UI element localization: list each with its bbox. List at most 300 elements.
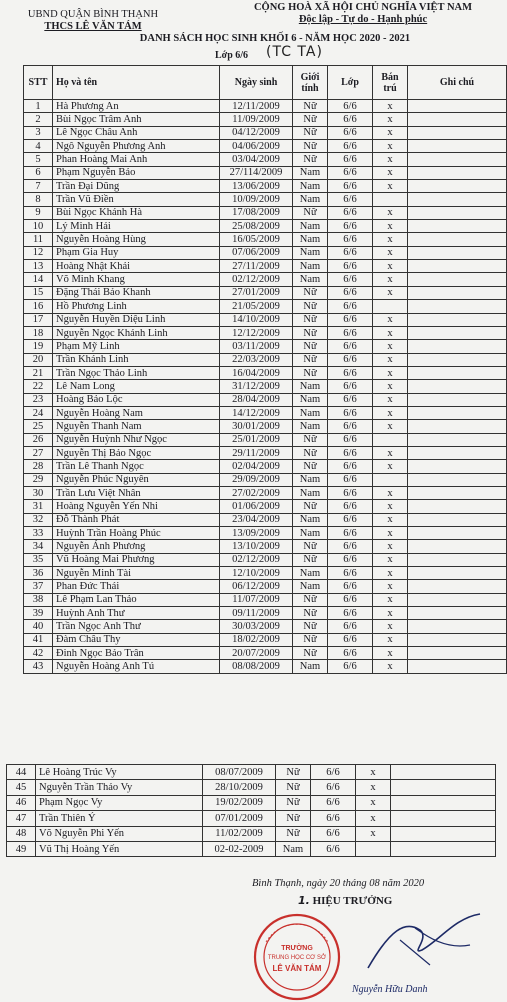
note <box>408 540 507 553</box>
class: 6/6 <box>328 220 373 233</box>
role-prefix: 1. <box>298 894 310 907</box>
date-of-birth: 06/12/2009 <box>220 580 293 593</box>
student-row <box>24 380 507 393</box>
bantru-mark: x <box>373 233 408 246</box>
row-number: 3 <box>24 126 53 139</box>
student-name: Huỳnh Trần Hoàng Phúc <box>53 527 220 540</box>
gender: Nữ <box>293 326 328 339</box>
student-name: Trần Vũ Điền <box>53 193 220 206</box>
student-name: Đặng Thái Bảo Khanh <box>53 286 220 299</box>
bantru-mark: x <box>373 286 408 299</box>
student-row <box>24 166 507 179</box>
gender: Nam <box>293 260 328 273</box>
student-name: Nguyễn Hoàng Nam <box>53 406 220 419</box>
col-header-name: Họ và tên <box>53 66 220 100</box>
class: 6/6 <box>328 206 373 219</box>
student-row <box>24 567 507 580</box>
bantru-mark: x <box>373 580 408 593</box>
student-row <box>24 633 507 646</box>
gender: Nữ <box>293 633 328 646</box>
student-name: Lê Ngọc Châu Anh <box>53 126 220 139</box>
class: 6/6 <box>328 366 373 379</box>
student-row <box>24 500 507 513</box>
date-of-birth: 02-02-2009 <box>203 841 276 856</box>
student-row <box>24 527 507 540</box>
row-number: 49 <box>7 841 36 856</box>
student-name: Huỳnh Anh Thư <box>53 607 220 620</box>
place-date: Bình Thạnh, ngày 20 tháng 08 năm 2020 <box>252 878 425 889</box>
bantru-mark: x <box>373 326 408 339</box>
col-header-stt: STT <box>24 66 53 100</box>
note <box>408 353 507 366</box>
row-number: 38 <box>24 593 53 606</box>
bantru-mark: x <box>373 340 408 353</box>
class: 6/6 <box>328 500 373 513</box>
col-header-sex: Giới tính <box>293 66 328 100</box>
student-row <box>24 473 507 486</box>
date-of-birth: 03/04/2009 <box>220 153 293 166</box>
date-of-birth: 12/10/2009 <box>220 567 293 580</box>
student-row <box>7 795 496 810</box>
student-row <box>24 313 507 326</box>
student-name: Võ Nguyễn Phi Yến <box>36 826 203 841</box>
row-number: 34 <box>24 540 53 553</box>
bantru-mark: x <box>373 446 408 459</box>
row-number: 28 <box>24 460 53 473</box>
date-of-birth: 12/12/2009 <box>220 326 293 339</box>
date-of-birth: 25/01/2009 <box>220 433 293 446</box>
school-name: THCS LÊ VĂN TÁM <box>44 21 142 32</box>
bantru-mark: x <box>373 500 408 513</box>
bantru-mark: x <box>373 380 408 393</box>
student-name: Trần Khánh Linh <box>53 353 220 366</box>
gender: Nữ <box>293 300 328 313</box>
date-of-birth: 27/02/2009 <box>220 486 293 499</box>
student-row <box>24 366 507 379</box>
student-row <box>24 513 507 526</box>
student-row <box>24 620 507 633</box>
student-row <box>24 393 507 406</box>
col-header-dob: Ngày sinh <box>220 66 293 100</box>
note <box>408 406 507 419</box>
student-name: Vũ Thị Hoàng Yến <box>36 841 203 856</box>
bantru-mark: x <box>373 593 408 606</box>
note <box>408 113 507 126</box>
class: 6/6 <box>328 166 373 179</box>
gender: Nam <box>293 180 328 193</box>
class: 6/6 <box>328 313 373 326</box>
gender: Nam <box>276 841 311 856</box>
student-name: Lê Phạm Lan Thảo <box>53 593 220 606</box>
date-of-birth: 28/04/2009 <box>220 393 293 406</box>
gender: Nam <box>293 580 328 593</box>
class: 6/6 <box>328 580 373 593</box>
date-of-birth: 21/05/2009 <box>220 300 293 313</box>
date-of-birth: 13/09/2009 <box>220 527 293 540</box>
row-number: 19 <box>24 340 53 353</box>
bantru-mark: x <box>373 260 408 273</box>
row-number: 24 <box>24 406 53 419</box>
student-row <box>24 340 507 353</box>
student-row <box>24 126 507 139</box>
row-number: 30 <box>24 486 53 499</box>
date-of-birth: 29/09/2009 <box>220 473 293 486</box>
date-of-birth: 07/06/2009 <box>220 246 293 259</box>
date-of-birth: 17/08/2009 <box>220 206 293 219</box>
bantru-mark: x <box>373 220 408 233</box>
student-name: Hoàng Bảo Lộc <box>53 393 220 406</box>
class: 6/6 <box>328 286 373 299</box>
note <box>391 795 496 810</box>
class: 6/6 <box>328 513 373 526</box>
student-name: Vũ Hoàng Mai Phương <box>53 553 220 566</box>
student-row <box>24 647 507 660</box>
bantru-mark: x <box>373 206 408 219</box>
class: 6/6 <box>328 567 373 580</box>
student-row <box>24 460 507 473</box>
bantru-mark: x <box>373 353 408 366</box>
row-number: 2 <box>24 113 53 126</box>
gender: Nam <box>293 246 328 259</box>
student-row <box>24 220 507 233</box>
student-rows-continued <box>7 765 496 857</box>
col-header-note: Ghi chú <box>408 66 507 100</box>
bantru-mark: x <box>373 313 408 326</box>
gender: Nữ <box>293 140 328 153</box>
gender: Nữ <box>293 153 328 166</box>
bantru-mark: x <box>356 795 391 810</box>
col-header-bantru: Bán trú <box>373 66 408 100</box>
student-name: Ngô Nguyễn Phương Anh <box>53 140 220 153</box>
note <box>391 826 496 841</box>
note <box>408 527 507 540</box>
header-left <box>18 9 168 33</box>
student-name: Phạm Ngọc Vy <box>36 795 203 810</box>
student-name: Phan Đức Thái <box>53 580 220 593</box>
student-row <box>24 540 507 553</box>
class: 6/6 <box>328 193 373 206</box>
bantru-mark: x <box>373 540 408 553</box>
bantru-mark <box>356 841 391 856</box>
class: 6/6 <box>328 246 373 259</box>
gender: Nữ <box>293 286 328 299</box>
student-name: Nguyễn Hoàng Anh Tú <box>53 660 220 673</box>
student-row <box>24 260 507 273</box>
student-row <box>7 811 496 826</box>
student-row <box>24 593 507 606</box>
motto: Độc lập - Tự do - Hạnh phúc <box>298 14 428 25</box>
student-name: Nguyễn Huỳnh Như Ngọc <box>53 433 220 446</box>
date-of-birth: 13/10/2009 <box>220 540 293 553</box>
class: 6/6 <box>328 406 373 419</box>
bantru-mark: x <box>373 246 408 259</box>
student-name: Hoàng Nhật Khải <box>53 260 220 273</box>
row-number: 36 <box>24 567 53 580</box>
gender: Nữ <box>293 500 328 513</box>
date-of-birth: 04/06/2009 <box>220 140 293 153</box>
note <box>408 633 507 646</box>
date-of-birth: 16/04/2009 <box>220 366 293 379</box>
bantru-mark: x <box>373 166 408 179</box>
gender: Nam <box>293 193 328 206</box>
row-number: 32 <box>24 513 53 526</box>
student-name: Trần Lê Thanh Ngọc <box>53 460 220 473</box>
note <box>408 660 507 673</box>
note <box>408 433 507 446</box>
header-right <box>218 2 507 26</box>
student-row <box>7 780 496 795</box>
note <box>408 180 507 193</box>
bantru-mark: x <box>373 567 408 580</box>
row-number: 29 <box>24 473 53 486</box>
gender: Nam <box>293 527 328 540</box>
bantru-mark: x <box>373 420 408 433</box>
class: 6/6 <box>328 420 373 433</box>
note <box>408 140 507 153</box>
student-row <box>24 100 507 113</box>
row-number: 45 <box>7 780 36 795</box>
class-label: Lớp 6/6 <box>215 50 249 61</box>
class: 6/6 <box>328 393 373 406</box>
bantru-mark: x <box>373 607 408 620</box>
student-name: Trần Ngọc Anh Thư <box>53 620 220 633</box>
bantru-mark: x <box>356 765 391 780</box>
row-number: 39 <box>24 607 53 620</box>
note <box>408 166 507 179</box>
row-number: 33 <box>24 527 53 540</box>
student-row <box>24 246 507 259</box>
gender: Nữ <box>293 340 328 353</box>
student-name: Phan Hoàng Mai Anh <box>53 153 220 166</box>
gender: Nữ <box>293 366 328 379</box>
student-row <box>24 326 507 339</box>
row-number: 27 <box>24 446 53 459</box>
school-stamp <box>252 912 342 1002</box>
date-of-birth: 11/07/2009 <box>220 593 293 606</box>
bantru-mark: x <box>373 126 408 139</box>
student-row <box>7 841 496 856</box>
gender: Nữ <box>293 593 328 606</box>
bantru-mark <box>373 433 408 446</box>
student-name: Đỗ Thành Phát <box>53 513 220 526</box>
row-number: 9 <box>24 206 53 219</box>
row-number: 25 <box>24 420 53 433</box>
row-number: 22 <box>24 380 53 393</box>
class: 6/6 <box>328 473 373 486</box>
student-name: Nguyễn Ngọc Khánh Linh <box>53 326 220 339</box>
date-of-birth: 30/01/2009 <box>220 420 293 433</box>
date-of-birth: 01/06/2009 <box>220 500 293 513</box>
note <box>391 841 496 856</box>
student-name: Trần Thiên Ý <box>36 811 203 826</box>
row-number: 41 <box>24 633 53 646</box>
student-row <box>24 153 507 166</box>
note <box>391 780 496 795</box>
student-name: Hà Phương An <box>53 100 220 113</box>
row-number: 46 <box>7 795 36 810</box>
gender: Nữ <box>293 433 328 446</box>
note <box>408 446 507 459</box>
row-number: 7 <box>24 180 53 193</box>
student-rows <box>24 100 507 674</box>
date-of-birth: 09/11/2009 <box>220 607 293 620</box>
date-of-birth: 12/11/2009 <box>220 100 293 113</box>
gender: Nữ <box>276 826 311 841</box>
class: 6/6 <box>328 340 373 353</box>
bantru-mark: x <box>373 513 408 526</box>
class: 6/6 <box>328 486 373 499</box>
student-name: Nguyễn Ánh Phương <box>53 540 220 553</box>
note <box>408 246 507 259</box>
row-number: 35 <box>24 553 53 566</box>
gender: Nữ <box>293 313 328 326</box>
class: 6/6 <box>311 795 356 810</box>
note <box>408 286 507 299</box>
note <box>408 513 507 526</box>
class: 6/6 <box>328 593 373 606</box>
gender: Nữ <box>276 795 311 810</box>
student-name: Nguyễn Huyền Diệu Linh <box>53 313 220 326</box>
class: 6/6 <box>328 100 373 113</box>
date-of-birth: 02/12/2009 <box>220 553 293 566</box>
bantru-mark: x <box>373 406 408 419</box>
row-number: 16 <box>24 300 53 313</box>
student-name: Hồ Phương Linh <box>53 300 220 313</box>
bantru-mark: x <box>373 100 408 113</box>
student-name: Phạm Nguyễn Bảo <box>53 166 220 179</box>
gender: Nam <box>293 220 328 233</box>
row-number: 43 <box>24 660 53 673</box>
student-row <box>24 580 507 593</box>
gender: Nữ <box>276 765 311 780</box>
note <box>408 260 507 273</box>
class: 6/6 <box>328 540 373 553</box>
note <box>408 366 507 379</box>
class: 6/6 <box>328 233 373 246</box>
bantru-mark: x <box>373 633 408 646</box>
row-number: 12 <box>24 246 53 259</box>
note <box>391 765 496 780</box>
student-row <box>24 353 507 366</box>
class: 6/6 <box>328 273 373 286</box>
class-note-handwritten: (TC TA) <box>266 44 323 60</box>
gender: Nam <box>293 166 328 179</box>
date-of-birth: 18/02/2009 <box>220 633 293 646</box>
date-of-birth: 13/06/2009 <box>220 180 293 193</box>
date-of-birth: 03/11/2009 <box>220 340 293 353</box>
gender: Nữ <box>293 460 328 473</box>
country-name: CỘNG HOÀ XÃ HỘI CHỦ NGHĨA VIỆT NAM <box>253 2 473 13</box>
gender: Nam <box>293 273 328 286</box>
student-row <box>24 233 507 246</box>
class: 6/6 <box>328 446 373 459</box>
note <box>408 473 507 486</box>
row-number: 48 <box>7 826 36 841</box>
student-name: Bùi Ngọc Trâm Anh <box>53 113 220 126</box>
gender: Nam <box>293 393 328 406</box>
student-table-continued <box>6 764 496 857</box>
student-name: Nguyễn Hoàng Hùng <box>53 233 220 246</box>
student-name: Lý Minh Hải <box>53 220 220 233</box>
gender: Nam <box>293 473 328 486</box>
student-row <box>24 206 507 219</box>
gender: Nam <box>293 486 328 499</box>
bantru-mark <box>373 300 408 313</box>
row-number: 4 <box>24 140 53 153</box>
student-name: Nguyễn Minh Tài <box>53 567 220 580</box>
signer-role <box>298 894 392 907</box>
date-of-birth: 16/05/2009 <box>220 233 293 246</box>
class: 6/6 <box>328 300 373 313</box>
student-name: Phạm Gia Huy <box>53 246 220 259</box>
gender: Nam <box>293 233 328 246</box>
note <box>408 593 507 606</box>
student-row <box>24 660 507 673</box>
row-number: 8 <box>24 193 53 206</box>
class: 6/6 <box>328 380 373 393</box>
class: 6/6 <box>328 153 373 166</box>
date-of-birth: 02/04/2009 <box>220 460 293 473</box>
student-name: Nguyễn Phúc Nguyên <box>53 473 220 486</box>
row-number: 11 <box>24 233 53 246</box>
student-name: Đàm Châu Thy <box>53 633 220 646</box>
svg-text:TRƯỜNG: TRƯỜNG <box>281 945 313 952</box>
class: 6/6 <box>328 460 373 473</box>
student-row <box>24 273 507 286</box>
bantru-mark: x <box>373 647 408 660</box>
gender: Nữ <box>293 620 328 633</box>
note <box>408 300 507 313</box>
student-row <box>24 180 507 193</box>
student-name: Lê Nam Long <box>53 380 220 393</box>
bantru-mark: x <box>373 273 408 286</box>
note <box>408 486 507 499</box>
note <box>391 811 496 826</box>
note <box>408 340 507 353</box>
row-number: 14 <box>24 273 53 286</box>
role-title: HIỆU TRƯỞNG <box>312 895 393 907</box>
date-of-birth: 10/09/2009 <box>220 193 293 206</box>
note <box>408 100 507 113</box>
class: 6/6 <box>328 326 373 339</box>
student-name: Hoàng Nguyễn Yến Nhi <box>53 500 220 513</box>
date-of-birth: 27/11/2009 <box>220 260 293 273</box>
gender: Nam <box>293 380 328 393</box>
student-row <box>24 607 507 620</box>
gender: Nam <box>293 420 328 433</box>
date-of-birth: 08/08/2009 <box>220 660 293 673</box>
student-name: Phạm Mỹ Linh <box>53 340 220 353</box>
class: 6/6 <box>311 811 356 826</box>
date-of-birth: 23/04/2009 <box>220 513 293 526</box>
class: 6/6 <box>311 826 356 841</box>
row-number: 18 <box>24 326 53 339</box>
date-of-birth: 04/12/2009 <box>220 126 293 139</box>
class: 6/6 <box>328 647 373 660</box>
note <box>408 620 507 633</box>
note <box>408 220 507 233</box>
gender: Nữ <box>293 540 328 553</box>
date-of-birth: 11/02/2009 <box>203 826 276 841</box>
date-of-birth: 31/12/2009 <box>220 380 293 393</box>
student-name: Đinh Ngọc Bảo Trân <box>53 647 220 660</box>
row-number: 17 <box>24 313 53 326</box>
student-name: Nguyễn Thị Bảo Ngọc <box>53 446 220 459</box>
date-of-birth: 27/01/2009 <box>220 286 293 299</box>
student-table <box>23 65 507 674</box>
row-number: 42 <box>24 647 53 660</box>
district-name: UBND QUẬN BÌNH THẠNH <box>27 9 159 20</box>
